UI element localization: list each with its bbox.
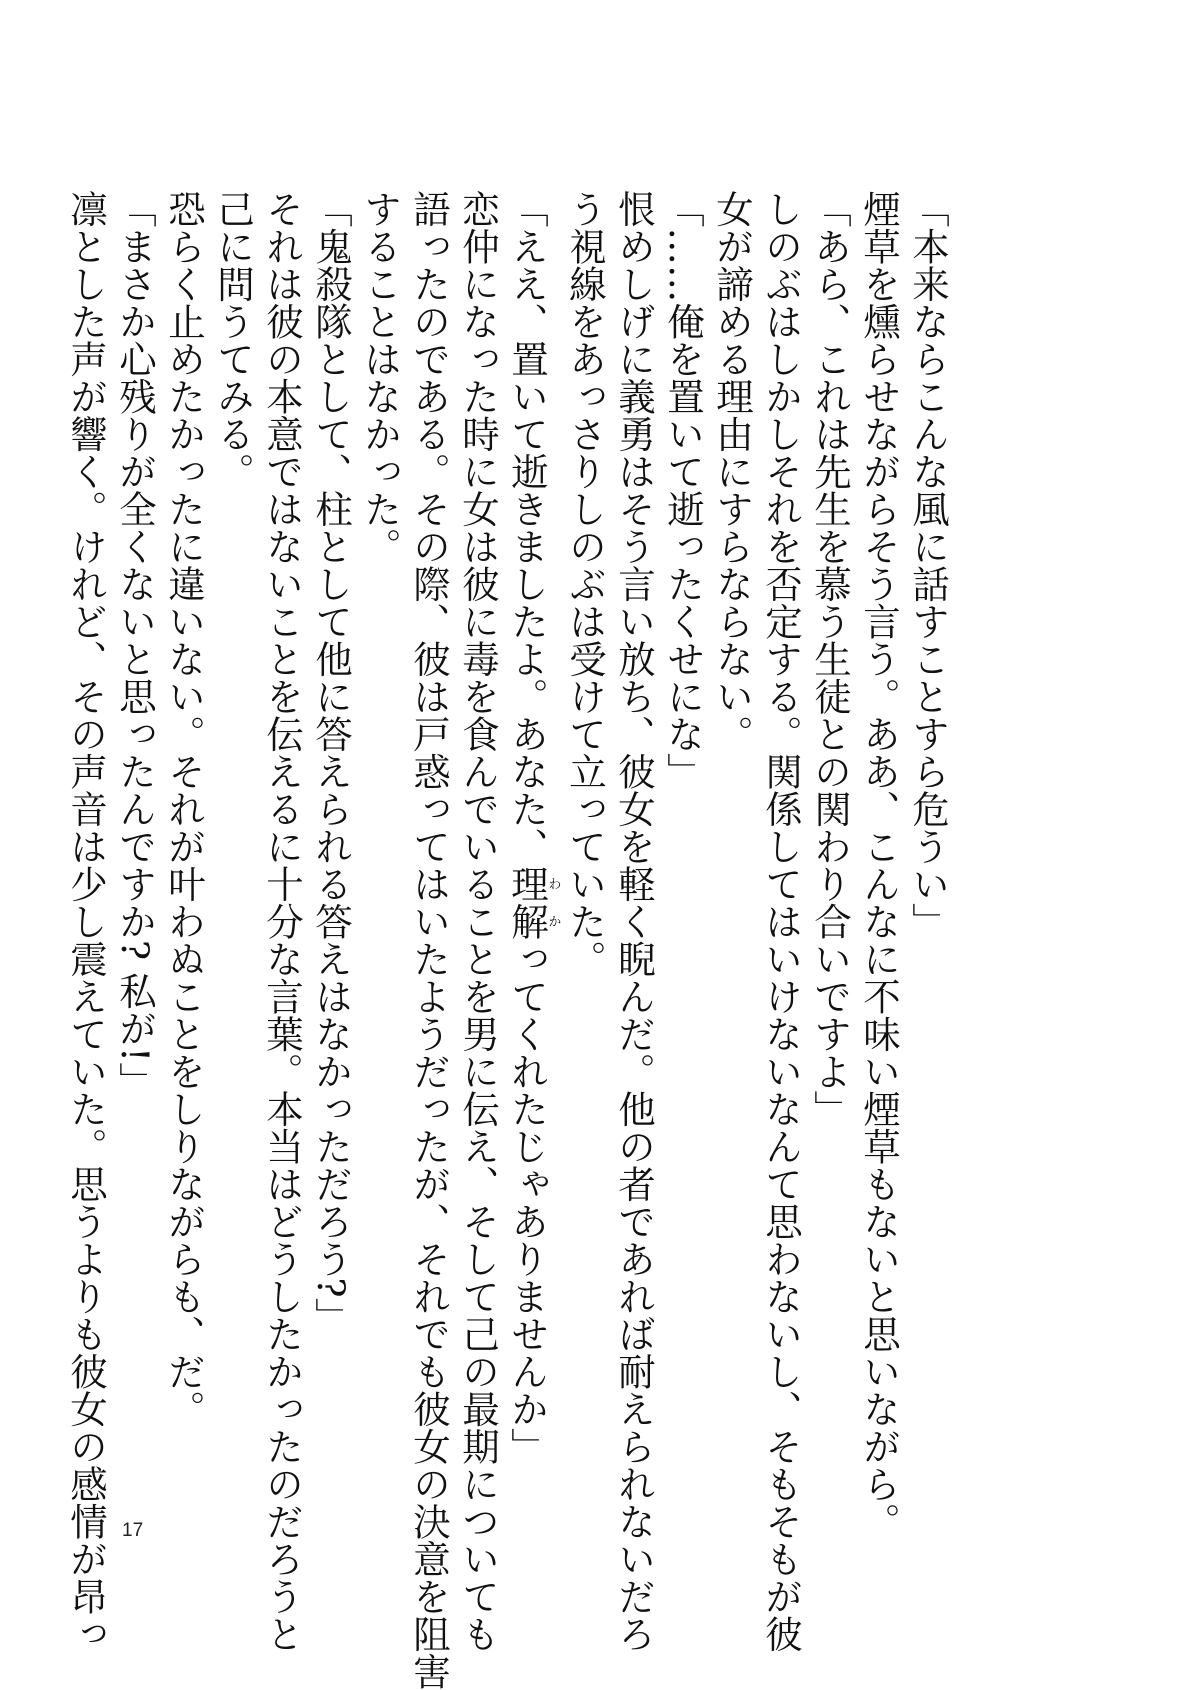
text-line-14: それは彼の本意ではないことを伝えるに十分な言葉。本当はどうしたかったのだろうと [260,190,304,1653]
page-number: 17 [122,1520,144,1541]
text-line-13: 「鬼殺隊として、柱として他に答えられる答えはなかっただろう?」 [309,190,353,1336]
text-line-10: 恋仲になった時に女は彼に毒を食んでいることを男に伝え、そして己の最期についても [456,190,500,1653]
text-line-9-with-ruby [502,190,560,1530]
text-line-4: しのぶはしかしそれを否定する。関係してはいけないなんて思わないし、そもそもが彼 [759,190,803,1653]
text-line-18: 凛とした声が響く。けれど、その声音は少し震えていた。思うよりも彼女の感情が昂っ [64,190,108,1653]
text-line-11: 語ったのである。その際、彼は戸惑ってはいたようだったが、それでも彼女の決意を阻害 [407,190,451,1690]
text-line-15: 己に問うてみる。 [211,190,255,490]
text-line-8: う視線をあっさりしのぶは受けて立っていた。 [563,190,607,978]
text-line-16: 恐らく止めたかったに違いない。それが叶わぬことをしりながらも、だ。 [162,190,206,1428]
text-line-12: することはなかった。 [358,190,402,565]
text-line-5: 女が諦める理由にすらならない。 [710,190,754,753]
ruby-annotation [505,865,561,940]
text-line-7: 恨めしげに義勇はそう言い放ち、彼女を軽く睨んだ。他の者であれば耐えられないだろ [612,190,656,1653]
ruby-base: 理解 [505,865,549,940]
text-line-3: 「あら、これは先生を慕う生徒との関わり合いですよ」 [808,190,852,1128]
text-line-6: 「……俺を置いて逝ったくせにな」 [661,190,705,790]
ruby-line-after: ってくれたじゃありませんか」 [505,940,549,1465]
text-line-2: 煙草を燻らせながらそう言う。ああ、こんなに不味い煙草もないと思いながら。 [857,190,901,1540]
ruby-reading: わか [545,865,561,940]
ruby-line-before: 「ええ、置いて逝きましたよ。あなた、 [505,190,549,865]
text-line-17: 「まさか心残りが全くないと思ったんですか? 私が!」 [113,190,157,1100]
text-line-1: 「本来ならこんな風に話すことすら危うい」 [906,190,950,940]
